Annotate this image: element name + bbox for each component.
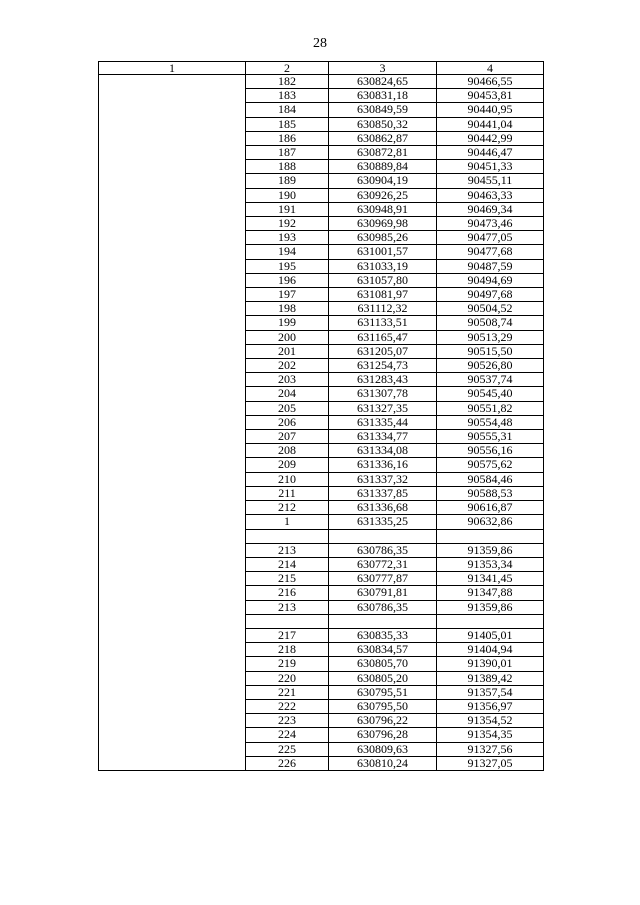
point-number-cell: 192 — [246, 217, 329, 231]
y-coordinate-cell: 91354,35 — [437, 728, 544, 742]
y-coordinate-cell: 90494,69 — [437, 273, 544, 287]
y-coordinate-cell: 91404,94 — [437, 643, 544, 657]
x-coordinate-cell: 630795,50 — [329, 699, 437, 713]
x-coordinate-cell: 630796,28 — [329, 728, 437, 742]
point-number-cell: 224 — [246, 728, 329, 742]
y-coordinate-cell: 90545,40 — [437, 387, 544, 401]
y-coordinate-cell: 91347,88 — [437, 586, 544, 600]
x-coordinate-cell: 631337,32 — [329, 472, 437, 486]
table-header-row — [99, 62, 544, 75]
point-number-cell: 216 — [246, 586, 329, 600]
point-number-cell: 191 — [246, 202, 329, 216]
point-number-cell: 184 — [246, 103, 329, 117]
point-number-cell: 203 — [246, 373, 329, 387]
y-coordinate-cell: 90575,62 — [437, 458, 544, 472]
point-number-cell: 208 — [246, 444, 329, 458]
x-coordinate-cell: 631283,43 — [329, 373, 437, 387]
y-coordinate-cell: 90554,48 — [437, 415, 544, 429]
y-coordinate-cell: 90451,33 — [437, 160, 544, 174]
x-coordinate-cell: 631307,78 — [329, 387, 437, 401]
y-coordinate-cell: 90441,04 — [437, 117, 544, 131]
x-coordinate-cell: 631081,97 — [329, 288, 437, 302]
point-number-cell: 196 — [246, 273, 329, 287]
y-coordinate-cell: 90477,05 — [437, 231, 544, 245]
x-coordinate-cell: 630872,81 — [329, 146, 437, 160]
column-1-cell — [99, 75, 246, 771]
point-number-cell: 226 — [246, 756, 329, 770]
x-coordinate-cell: 630926,25 — [329, 188, 437, 202]
coordinates-table — [98, 61, 544, 771]
y-coordinate-cell: 90588,53 — [437, 486, 544, 500]
point-number-cell: 222 — [246, 699, 329, 713]
x-coordinate-cell: 630809,63 — [329, 742, 437, 756]
point-number-cell: 200 — [246, 330, 329, 344]
point-number-cell: 197 — [246, 288, 329, 302]
point-number-cell: 205 — [246, 401, 329, 415]
point-number-cell: 195 — [246, 259, 329, 273]
x-coordinate-cell: 630835,33 — [329, 628, 437, 642]
x-coordinate-cell: 630805,20 — [329, 671, 437, 685]
y-coordinate-cell: 90556,16 — [437, 444, 544, 458]
y-coordinate-cell: 91356,97 — [437, 699, 544, 713]
point-number-cell: 189 — [246, 174, 329, 188]
point-number-cell: 1 — [246, 515, 329, 529]
x-coordinate-cell: 630834,57 — [329, 643, 437, 657]
x-coordinate-cell: 630810,24 — [329, 756, 437, 770]
point-number-cell: 210 — [246, 472, 329, 486]
point-number-cell: 190 — [246, 188, 329, 202]
y-coordinate-cell: 90504,52 — [437, 302, 544, 316]
x-coordinate-cell: 631133,51 — [329, 316, 437, 330]
x-coordinate-cell: 630791,81 — [329, 586, 437, 600]
point-number-cell: 204 — [246, 387, 329, 401]
x-coordinate-cell: 630862,87 — [329, 131, 437, 145]
y-coordinate-cell: 90537,74 — [437, 373, 544, 387]
y-coordinate-cell: 90455,11 — [437, 174, 544, 188]
point-number-cell: 215 — [246, 572, 329, 586]
point-number-cell: 223 — [246, 714, 329, 728]
x-coordinate-cell: 631165,47 — [329, 330, 437, 344]
y-coordinate-cell: 90453,81 — [437, 89, 544, 103]
y-coordinate-cell: 90555,31 — [437, 430, 544, 444]
y-coordinate-cell: 91359,86 — [437, 600, 544, 614]
x-coordinate-cell: 631205,07 — [329, 344, 437, 358]
point-number-cell: 194 — [246, 245, 329, 259]
point-number-cell: 198 — [246, 302, 329, 316]
point-number-cell: 193 — [246, 231, 329, 245]
point-number-cell: 202 — [246, 359, 329, 373]
table-row — [99, 75, 544, 89]
point-number-cell: 185 — [246, 117, 329, 131]
y-coordinate-cell: 90497,68 — [437, 288, 544, 302]
x-coordinate-cell — [329, 529, 437, 543]
point-number-cell: 211 — [246, 486, 329, 500]
y-coordinate-cell: 91390,01 — [437, 657, 544, 671]
x-coordinate-cell: 630948,91 — [329, 202, 437, 216]
x-coordinate-cell: 630849,59 — [329, 103, 437, 117]
y-coordinate-cell: 91357,54 — [437, 685, 544, 699]
x-coordinate-cell: 630796,22 — [329, 714, 437, 728]
page-number: 28 — [313, 36, 327, 51]
x-coordinate-cell: 630805,70 — [329, 657, 437, 671]
x-coordinate-cell: 631335,25 — [329, 515, 437, 529]
point-number-cell: 219 — [246, 657, 329, 671]
point-number-cell: 182 — [246, 75, 329, 89]
x-coordinate-cell: 631335,44 — [329, 415, 437, 429]
x-coordinate-cell: 631337,85 — [329, 486, 437, 500]
x-coordinate-cell: 630831,18 — [329, 89, 437, 103]
x-coordinate-cell: 630777,87 — [329, 572, 437, 586]
y-coordinate-cell: 91405,01 — [437, 628, 544, 642]
y-coordinate-cell: 90513,29 — [437, 330, 544, 344]
y-coordinate-cell: 90584,46 — [437, 472, 544, 486]
y-coordinate-cell: 90515,50 — [437, 344, 544, 358]
x-coordinate-cell: 630904,19 — [329, 174, 437, 188]
y-coordinate-cell: 91327,56 — [437, 742, 544, 756]
y-coordinate-cell: 90473,46 — [437, 217, 544, 231]
x-coordinate-cell: 630795,51 — [329, 685, 437, 699]
column-header-3: 3 — [329, 62, 437, 75]
point-number-cell: 218 — [246, 643, 329, 657]
point-number-cell: 209 — [246, 458, 329, 472]
x-coordinate-cell: 630969,98 — [329, 217, 437, 231]
x-coordinate-cell: 630786,35 — [329, 543, 437, 557]
x-coordinate-cell: 630889,84 — [329, 160, 437, 174]
y-coordinate-cell: 90440,95 — [437, 103, 544, 117]
y-coordinate-cell: 90487,59 — [437, 259, 544, 273]
x-coordinate-cell: 630772,31 — [329, 557, 437, 571]
y-coordinate-cell: 91359,86 — [437, 543, 544, 557]
y-coordinate-cell: 91327,05 — [437, 756, 544, 770]
y-coordinate-cell: 90551,82 — [437, 401, 544, 415]
y-coordinate-cell: 90466,55 — [437, 75, 544, 89]
x-coordinate-cell: 631001,57 — [329, 245, 437, 259]
y-coordinate-cell: 90477,68 — [437, 245, 544, 259]
point-number-cell: 206 — [246, 415, 329, 429]
y-coordinate-cell — [437, 614, 544, 628]
y-coordinate-cell: 90508,74 — [437, 316, 544, 330]
y-coordinate-cell: 91389,42 — [437, 671, 544, 685]
y-coordinate-cell: 91354,52 — [437, 714, 544, 728]
point-number-cell: 201 — [246, 344, 329, 358]
x-coordinate-cell: 631336,16 — [329, 458, 437, 472]
y-coordinate-cell: 90463,33 — [437, 188, 544, 202]
point-number-cell: 213 — [246, 600, 329, 614]
point-number-cell: 187 — [246, 146, 329, 160]
x-coordinate-cell: 630850,32 — [329, 117, 437, 131]
table-body — [99, 75, 544, 771]
x-coordinate-cell — [329, 614, 437, 628]
y-coordinate-cell: 91341,45 — [437, 572, 544, 586]
x-coordinate-cell: 630786,35 — [329, 600, 437, 614]
point-number-cell: 220 — [246, 671, 329, 685]
point-number-cell: 225 — [246, 742, 329, 756]
y-coordinate-cell: 90469,34 — [437, 202, 544, 216]
y-coordinate-cell: 90446,47 — [437, 146, 544, 160]
column-header-1: 1 — [99, 62, 246, 75]
y-coordinate-cell — [437, 529, 544, 543]
point-number-cell: 212 — [246, 501, 329, 515]
point-number-cell: 217 — [246, 628, 329, 642]
x-coordinate-cell: 631327,35 — [329, 401, 437, 415]
column-header-4: 4 — [437, 62, 544, 75]
y-coordinate-cell: 90616,87 — [437, 501, 544, 515]
point-number-cell: 199 — [246, 316, 329, 330]
y-coordinate-cell: 90632,86 — [437, 515, 544, 529]
point-number-cell: 213 — [246, 543, 329, 557]
x-coordinate-cell: 631336,68 — [329, 501, 437, 515]
y-coordinate-cell: 90442,99 — [437, 131, 544, 145]
x-coordinate-cell: 631254,73 — [329, 359, 437, 373]
x-coordinate-cell: 631334,77 — [329, 430, 437, 444]
x-coordinate-cell: 631033,19 — [329, 259, 437, 273]
point-number-cell — [246, 614, 329, 628]
x-coordinate-cell: 630985,26 — [329, 231, 437, 245]
point-number-cell: 183 — [246, 89, 329, 103]
point-number-cell: 221 — [246, 685, 329, 699]
y-coordinate-cell: 91353,34 — [437, 557, 544, 571]
y-coordinate-cell: 90526,80 — [437, 359, 544, 373]
x-coordinate-cell: 631112,32 — [329, 302, 437, 316]
point-number-cell: 188 — [246, 160, 329, 174]
point-number-cell: 214 — [246, 557, 329, 571]
x-coordinate-cell: 631057,80 — [329, 273, 437, 287]
point-number-cell: 207 — [246, 430, 329, 444]
x-coordinate-cell: 631334,08 — [329, 444, 437, 458]
x-coordinate-cell: 630824,65 — [329, 75, 437, 89]
point-number-cell — [246, 529, 329, 543]
column-header-2: 2 — [246, 62, 329, 75]
point-number-cell: 186 — [246, 131, 329, 145]
